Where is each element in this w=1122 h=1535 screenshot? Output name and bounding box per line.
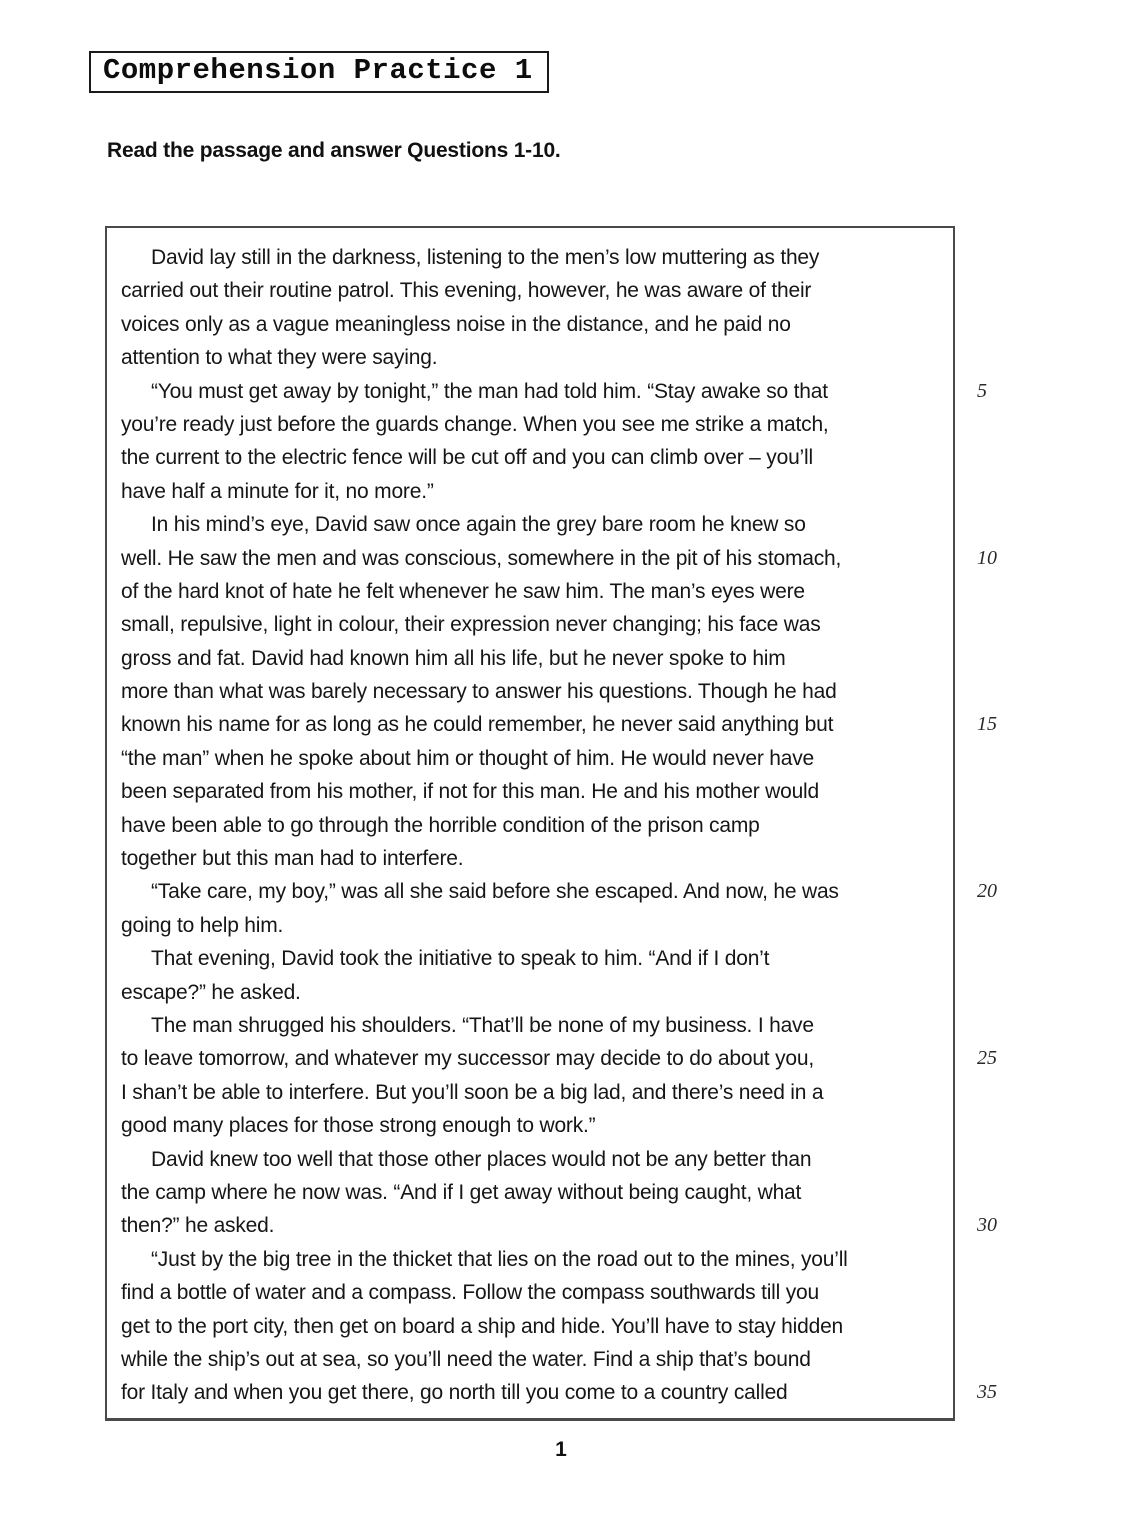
passage-line: David knew too well that those other places would not be any better than — [151, 1147, 812, 1171]
passage-line: been separated from his mother, if not for this man. He and his mother would — [121, 780, 820, 804]
line-number — [977, 1109, 1037, 1142]
line-number — [977, 742, 1037, 775]
line-number: 30 — [977, 1214, 997, 1237]
passage-line: I shan’t be able to interfere. But you’ll soon be a big lad, and there’s need in a — [121, 1080, 824, 1104]
line-number — [977, 508, 1037, 541]
line-number — [977, 1310, 1037, 1343]
passage-line: “You must get away by tonight,” the man had told him. “Stay awake so that — [151, 379, 828, 403]
line-number — [977, 1243, 1037, 1276]
passage-line: “the man” when he spoke about him or thought of him. He would never have — [121, 746, 815, 770]
line-number — [977, 642, 1037, 675]
passage-line: “Take care, my boy,” was all she said before she escaped. And now, he was — [151, 880, 839, 904]
line-number: 15 — [977, 713, 997, 736]
line-number — [977, 775, 1037, 808]
passage-line: gross and fat. David had known him all his life, but he never spoke to him — [121, 646, 786, 670]
passage-line: David lay still in the darkness, listening to the men’s low muttering as they — [151, 246, 820, 269]
passage-line: more than what was barely necessary to answer his questions. Though he had — [121, 680, 837, 704]
line-number — [977, 1076, 1037, 1109]
passage-line: The man shrugged his shoulders. “That’ll be none of my business. I have — [151, 1013, 814, 1037]
passage-line: escape?” he asked. — [121, 980, 301, 1004]
line-number: 25 — [977, 1047, 997, 1070]
line-number — [977, 341, 1037, 374]
passage-line: well. He saw the men and was conscious, somewhere in the pit of his stomach, — [121, 546, 842, 570]
passage-line: find a bottle of water and a compass. Follow the compass southwards till you — [121, 1281, 819, 1305]
line-number — [977, 675, 1037, 708]
passage-lines — [121, 241, 943, 1410]
passage-line: to leave tomorrow, and whatever my successor may decide to do about you, — [121, 1047, 814, 1071]
line-number — [977, 475, 1037, 508]
line-number — [977, 942, 1037, 975]
passage-line: you’re ready just before the guards change. When you see me strike a match, — [121, 412, 829, 436]
line-number — [977, 909, 1037, 942]
passage-line: small, repulsive, light in colour, their expression never changing; his face was — [121, 613, 821, 637]
passage-line: That evening, David took the initiative to speak to him. “And if I don’t — [151, 947, 770, 971]
passage-line: known his name for as long as he could remember, he never said anything but — [121, 713, 834, 737]
line-number — [977, 408, 1037, 441]
line-number — [977, 241, 1037, 274]
line-number — [977, 575, 1037, 608]
line-number — [977, 1143, 1037, 1176]
passage-line: have half a minute for it, no more.” — [121, 479, 434, 503]
passage-line: In his mind’s eye, David saw once again the grey bare room he knew so — [151, 513, 806, 537]
passage-line: then?” he asked. — [121, 1214, 275, 1238]
line-number — [977, 308, 1037, 341]
passage-line: have been able to go through the horrible condition of the prison camp — [121, 813, 760, 837]
line-number: 35 — [977, 1381, 997, 1404]
passage-line: good many places for those strong enough to work.” — [121, 1114, 596, 1138]
line-number — [977, 842, 1037, 875]
passage-line: going to help him. — [121, 913, 284, 937]
page-title: Comprehension Practice 1 — [89, 51, 549, 93]
passage-line: while the ship’s out at sea, so you’ll need the water. Find a ship that’s bound — [121, 1347, 811, 1371]
passage-line: for Italy and when you get there, go north till you come to a country called — [121, 1381, 788, 1405]
passage-box — [105, 226, 955, 1421]
line-number — [977, 1009, 1037, 1042]
line-number — [977, 809, 1037, 842]
passage-line: get to the port city, then get on board a ship and hide. You’ll have to stay hidden — [121, 1314, 844, 1338]
line-number — [977, 441, 1037, 474]
line-number — [977, 1343, 1037, 1376]
line-number: 5 — [977, 379, 987, 402]
passage-line: carried out their routine patrol. This evening, however, he was aware of their — [121, 279, 812, 303]
line-number — [977, 608, 1037, 641]
passage-line: the current to the electric fence will be cut off and you can climb over – you’ll — [121, 446, 813, 470]
passage-line: voices only as a vague meaningless noise in the distance, and he paid no — [121, 312, 791, 336]
line-number — [977, 1276, 1037, 1309]
instruction-text: Read the passage and answer Questions 1-10. — [107, 139, 561, 162]
line-number — [977, 274, 1037, 307]
line-number: 10 — [977, 546, 997, 569]
passage-line: of the hard knot of hate he felt whenever he saw him. The man’s eyes were — [121, 579, 805, 603]
passage-line: together but this man had to interfere. — [121, 847, 464, 871]
passage-line: the camp where he now was. “And if I get away without being caught, what — [121, 1180, 802, 1204]
passage-line: “Just by the big tree in the thicket that lies on the road out to the mines, you’ll — [151, 1247, 848, 1271]
passage-line: attention to what they were saying. — [121, 346, 438, 370]
line-number — [977, 1176, 1037, 1209]
line-number — [977, 976, 1037, 1009]
page-number: 1 — [555, 1438, 567, 1461]
line-number: 20 — [977, 880, 997, 903]
line-numbers — [977, 241, 1037, 1410]
